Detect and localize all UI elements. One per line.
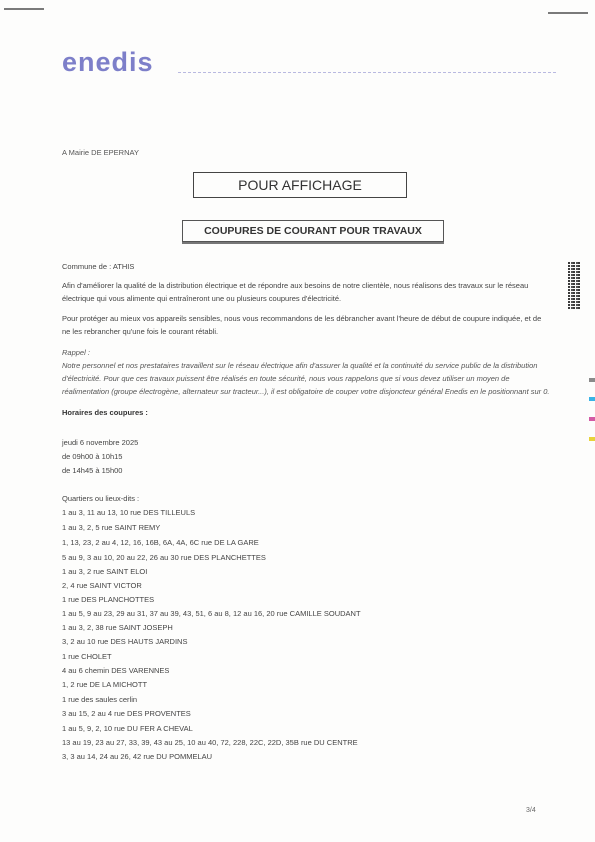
district-line: 3, 3 au 14, 24 au 26, 42 rue DU POMMELAU bbox=[62, 752, 213, 761]
district-line: 1 au 3, 2, 38 rue SAINT JOSEPH bbox=[62, 623, 173, 632]
header-rule bbox=[178, 72, 556, 73]
district-line: 1, 2 rue DE LA MICHOTT bbox=[62, 680, 148, 689]
district-line: 2, 4 rue SAINT VICTOR bbox=[62, 581, 142, 590]
print-swatch-gray bbox=[589, 378, 595, 382]
subtitle-box-shadow bbox=[182, 242, 444, 244]
print-swatch-cyan bbox=[589, 397, 595, 401]
reminder-paragraph: Notre personnel et nos prestataires travaillent sur le réseau électrique afin d'assurer la qualité et la continuité du service public de la distribution d'électricité. Pour que ces travaux puissent être réalisés en toute sécurité, nous vous rappelons que si vous devez utiliser un moyen de réalimentation (groupe électrogène, alternateur sur tracteur...), il est obligatoire de couper votre disjoncteur général Enedis en le positionnant sur 0. bbox=[62, 361, 550, 396]
title-box bbox=[193, 172, 407, 198]
district-line: 1 au 5, 9, 2, 10 rue DU FER A CHEVAL bbox=[62, 724, 193, 733]
subtitle-text: COUPURES DE COURANT POUR TRAVAUX bbox=[204, 225, 422, 237]
district-line: 1 au 3, 2 rue SAINT ELOI bbox=[62, 567, 148, 576]
page-number: 3/4 bbox=[526, 807, 536, 814]
district-line: 1, 13, 23, 2 au 4, 12, 16, 16B, 6A, 4A, 6C rue DE LA GARE bbox=[62, 538, 259, 547]
intro-paragraph: Afin d'améliorer la qualité de la distribution électrique et de répondre aux besoins de notre clientèle, nous réalisons des travaux sur le réseau électrique qui vous alimente qui entraîneront une ou plusieurs coupures d'électricité. bbox=[62, 281, 529, 303]
district-line: 4 au 6 chemin DES VARENNES bbox=[62, 666, 170, 675]
outage-date: jeudi 6 novembre 2025 bbox=[62, 438, 139, 447]
addressee: A Mairie DE EPERNAY bbox=[62, 148, 139, 157]
district-line: 13 au 19, 23 au 27, 33, 39, 43 au 25, 10 au 40, 72, 228, 22C, 22D, 35B rue DU CENTRE bbox=[62, 738, 358, 747]
scan-mark-top-right bbox=[548, 12, 588, 14]
district-line: 1 rue DES PLANCHOTTES bbox=[62, 595, 155, 604]
outage-time-1: de 09h00 à 10h15 bbox=[62, 452, 123, 461]
hours-title: Horaires des coupures : bbox=[62, 408, 148, 417]
enedis-logo: enedis bbox=[62, 47, 154, 77]
qr-code bbox=[568, 261, 581, 309]
commune-line: Commune de : ATHIS bbox=[62, 262, 135, 271]
district-line: 1 au 3, 2, 5 rue SAINT REMY bbox=[62, 523, 161, 532]
reminder-title: Rappel : bbox=[62, 348, 90, 357]
district-line: 1 au 5, 9 au 23, 29 au 31, 37 au 39, 43, 51, 6 au 8, 12 au 16, 20 rue CAMILLE SOUDANT bbox=[62, 609, 361, 618]
district-line: 3 au 15, 2 au 4 rue DES PROVENTES bbox=[62, 709, 191, 718]
district-line: 1 rue des saules cerlin bbox=[62, 695, 138, 704]
districts-title: Quartiers ou lieux-dits : bbox=[62, 494, 140, 503]
district-line: 5 au 9, 3 au 10, 20 au 22, 26 au 30 rue DES PLANCHETTES bbox=[62, 553, 266, 562]
district-line: 1 au 3, 11 au 13, 10 rue DES TILLEULS bbox=[62, 508, 196, 517]
outage-time-2: de 14h45 à 15h00 bbox=[62, 466, 123, 475]
title-text: POUR AFFICHAGE bbox=[238, 177, 362, 193]
scan-mark-top-left bbox=[4, 8, 44, 10]
district-line: 1 rue CHOLET bbox=[62, 652, 112, 661]
advice-paragraph: Pour protéger au mieux vos appareils sensibles, nous vous recommandons de les débrancher avant l'heure de début de coupure indiquée, et de ne les rebrancher qu'une fois le courant rétabli. bbox=[62, 314, 542, 336]
print-swatch-yellow bbox=[589, 437, 595, 441]
subtitle-box bbox=[182, 220, 444, 242]
district-line: 3, 2 au 10 rue DES HAUTS JARDINS bbox=[62, 637, 188, 646]
print-swatch-magenta bbox=[589, 417, 595, 421]
